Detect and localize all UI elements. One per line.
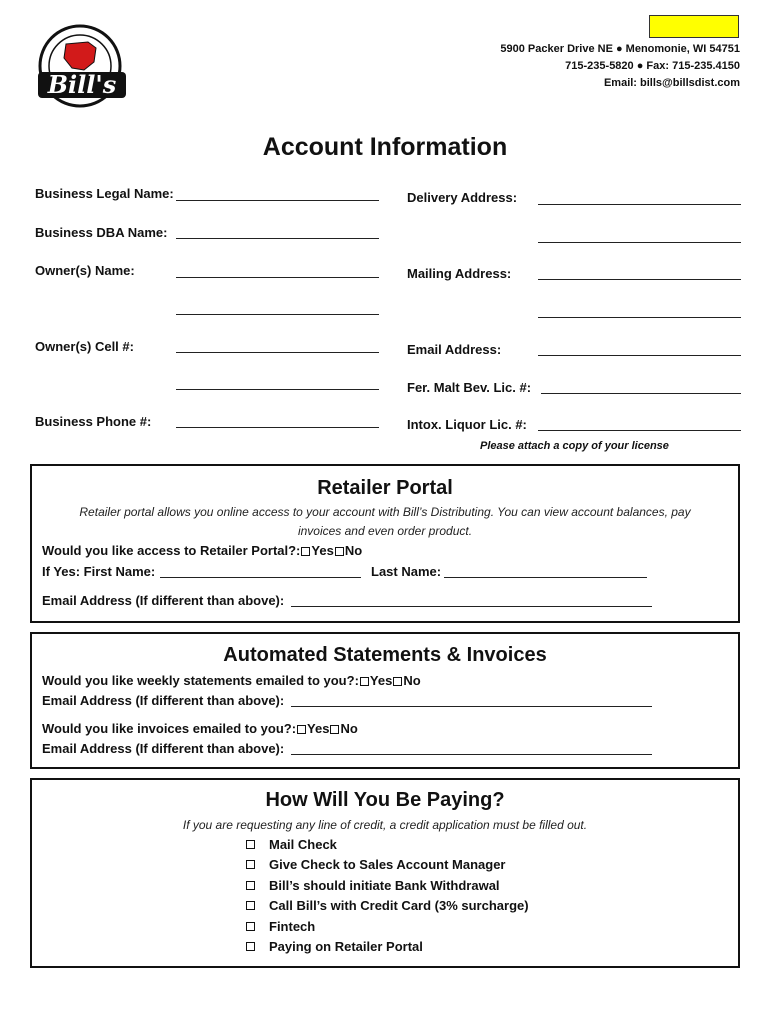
business-dba-name-field[interactable] [176, 238, 379, 239]
weekly-statements-yes-checkbox[interactable] [360, 677, 369, 686]
owners-name-field-2[interactable] [176, 314, 379, 315]
weekly-statements-email-field[interactable] [291, 706, 652, 707]
retailer-portal-question: Would you like access to Retailer Portal?: [42, 543, 301, 558]
email-address-label: Email Address: [407, 342, 502, 357]
account-information-title: Account Information [262, 133, 508, 161]
payment-option-label: Call Bill’s with Credit Card (3% surcharge) [269, 898, 529, 914]
company-email: Email: bills@billsdist.com [603, 77, 740, 89]
invoices-no-label: No [340, 721, 358, 736]
svg-text:Bill's: Bill's [47, 70, 117, 99]
mailing-address-field-2[interactable] [538, 317, 741, 318]
fer-malt-license-label: Fer. Malt Bev. Lic. #: [407, 380, 532, 395]
intox-liquor-license-field[interactable] [538, 430, 741, 431]
payment-credit-note: If you are requesting any line of credit, a credit application must be filled out. [182, 818, 588, 832]
license-attach-note: Please attach a copy of your license [480, 440, 669, 452]
payment-option-checkbox[interactable] [246, 881, 255, 890]
delivery-address-field-1[interactable] [538, 204, 741, 205]
weekly-statements-email-label: Email Address (If different than above): [42, 693, 285, 708]
payment-options-list [245, 834, 529, 957]
yellow-highlight-box [649, 15, 739, 38]
invoices-yes-label: Yes [307, 721, 330, 736]
business-phone-label: Business Phone #: [35, 414, 152, 429]
weekly-statements-no-label: No [403, 673, 421, 688]
payment-option-mail-check[interactable] [245, 834, 529, 855]
invoices-yes-checkbox[interactable] [297, 725, 306, 734]
payment-option-credit-card[interactable] [245, 896, 529, 917]
weekly-statements-yes-label: Yes [369, 673, 393, 688]
intox-liquor-license-label: Intox. Liquor Lic. #: [407, 417, 527, 432]
invoices-email-label: Email Address (If different than above): [42, 741, 285, 756]
company-logo [26, 22, 136, 110]
retailer-portal-last-name-label: Last Name: [371, 564, 442, 579]
retailer-portal-email-label: Email Address (If different than above): [42, 593, 285, 608]
payment-option-fintech[interactable] [245, 916, 529, 937]
owners-cell-field-1[interactable] [176, 352, 379, 353]
retailer-portal-question-row [42, 543, 362, 558]
weekly-statements-no-checkbox[interactable] [393, 677, 402, 686]
payment-option-checkbox[interactable] [246, 860, 255, 869]
retailer-portal-no-label: No [344, 543, 363, 558]
retailer-portal-first-name-field[interactable] [160, 577, 361, 578]
retailer-portal-title: Retailer Portal [317, 477, 453, 499]
invoices-row [42, 721, 358, 736]
payment-option-checkbox[interactable] [246, 942, 255, 951]
payment-option-checkbox[interactable] [246, 840, 255, 849]
payment-option-checkbox[interactable] [246, 922, 255, 931]
delivery-address-field-2[interactable] [538, 242, 741, 243]
retailer-portal-description-1: Retailer portal allows you online access to your account with Bill’s Distributing. You can view account balances, pay [79, 505, 691, 519]
retailer-portal-no-checkbox[interactable] [335, 547, 344, 556]
retailer-portal-email-field[interactable] [291, 606, 652, 607]
payment-option-retailer-portal[interactable] [245, 937, 529, 958]
payment-title: How Will You Be Paying? [265, 789, 505, 811]
payment-option-checkbox[interactable] [246, 901, 255, 910]
owners-name-field-1[interactable] [176, 277, 379, 278]
company-phone-fax: 715-235-5820 ● Fax: 715-235.4150 [565, 60, 740, 72]
business-phone-field[interactable] [176, 427, 379, 428]
owners-cell-field-2[interactable] [176, 389, 379, 390]
retailer-portal-last-name-field[interactable] [444, 577, 647, 578]
payment-option-label: Fintech [269, 918, 316, 934]
automated-statements-title: Automated Statements & Invoices [223, 644, 547, 666]
retailer-portal-yes-label: Yes [311, 543, 334, 558]
invoices-question: Would you like invoices emailed to you?: [42, 721, 297, 736]
payment-option-bank-withdrawal[interactable] [245, 875, 529, 896]
owners-cell-label: Owner(s) Cell #: [35, 339, 134, 354]
email-address-field[interactable] [538, 355, 741, 356]
payment-option-label: Paying on Retailer Portal [269, 939, 423, 955]
payment-option-label: Give Check to Sales Account Manager [269, 857, 506, 873]
payment-option-sales-manager[interactable] [245, 855, 529, 876]
delivery-address-label: Delivery Address: [407, 190, 518, 205]
invoices-no-checkbox[interactable] [330, 725, 339, 734]
weekly-statements-row [42, 673, 421, 688]
mailing-address-label: Mailing Address: [407, 266, 512, 281]
company-address: 5900 Packer Drive NE ● Menomonie, WI 54751 [500, 43, 740, 55]
weekly-statements-question: Would you like weekly statements emailed to you?: [42, 673, 359, 688]
owners-name-label: Owner(s) Name: [35, 263, 135, 278]
business-dba-name-label: Business DBA Name: [35, 225, 168, 240]
retailer-portal-yes-checkbox[interactable] [301, 547, 310, 556]
payment-option-label: Bill’s should initiate Bank Withdrawal [269, 877, 500, 893]
invoices-email-field[interactable] [291, 754, 652, 755]
retailer-portal-description-2: invoices and even order product. [297, 524, 473, 538]
fer-malt-license-field[interactable] [541, 393, 741, 394]
business-legal-name-label: Business Legal Name: [35, 186, 174, 201]
payment-option-label: Mail Check [269, 836, 337, 852]
business-legal-name-field[interactable] [176, 200, 379, 201]
retailer-portal-first-name-label: If Yes: First Name: [42, 564, 156, 579]
mailing-address-field-1[interactable] [538, 279, 741, 280]
